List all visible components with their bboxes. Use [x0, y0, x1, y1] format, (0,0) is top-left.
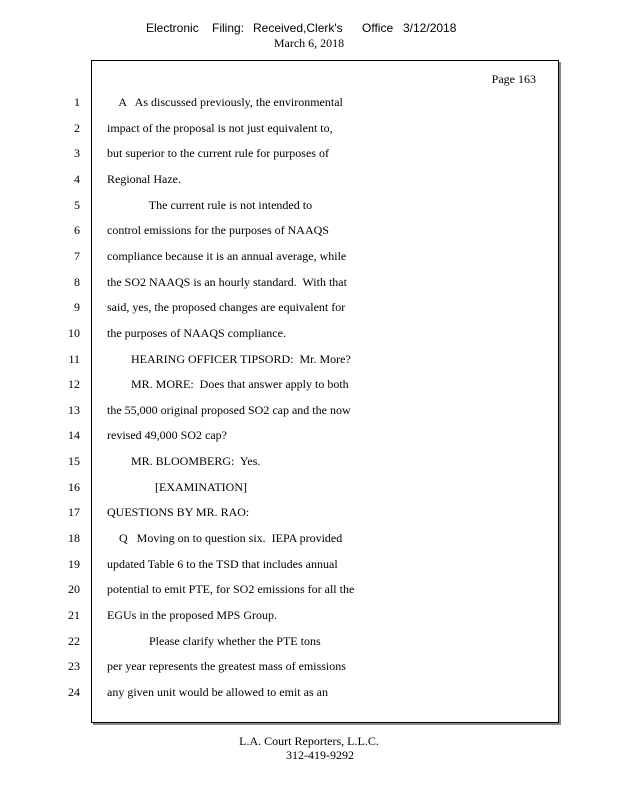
line-number: 4 — [74, 172, 80, 186]
line-text: Please clarify whether the PTE tons — [107, 634, 321, 648]
line-number: 22 — [68, 634, 80, 648]
line-number: 18 — [68, 531, 80, 545]
stamp-office: Office — [362, 21, 394, 35]
line-text: HEARING OFFICER TIPSORD: Mr. More? — [107, 352, 351, 366]
line-number: 16 — [68, 480, 80, 494]
line-number: 8 — [74, 275, 80, 289]
line-number: 23 — [68, 659, 80, 673]
line-text: per year represents the greatest mass of emissions — [107, 659, 346, 673]
stamp-received: Received,Clerk's — [253, 21, 343, 35]
footer-company: L.A. Court Reporters, L.L.C. — [239, 734, 379, 748]
line-text: QUESTIONS BY MR. RAO: — [107, 505, 250, 519]
stamp-electronic: Electronic — [146, 21, 199, 35]
line-number: 3 — [74, 146, 80, 160]
line-number: 17 — [68, 505, 80, 519]
stamp-filing: Filing: — [212, 21, 245, 35]
line-text: MR. BLOOMBERG: Yes. — [107, 454, 261, 468]
line-text: potential to emit PTE, for SO2 emissions for all the — [107, 582, 355, 596]
line-number: 19 — [68, 557, 80, 571]
line-number: 21 — [68, 608, 80, 622]
line-text: but superior to the current rule for purposes of — [107, 146, 329, 160]
line-number: 14 — [68, 428, 80, 442]
line-text: The current rule is not intended to — [107, 198, 313, 212]
line-number: 20 — [68, 582, 80, 596]
line-text: the purposes of NAAQS compliance. — [107, 326, 286, 340]
line-text: impact of the proposal is not just equivalent to, — [107, 121, 333, 135]
line-number: 1 — [74, 95, 80, 109]
line-text: updated Table 6 to the TSD that includes annual — [107, 557, 338, 571]
line-text: A As discussed previously, the environmental — [107, 95, 343, 109]
page-number: Page 163 — [491, 72, 536, 86]
line-text: the 55,000 original proposed SO2 cap and the now — [107, 403, 351, 417]
line-text: EGUs in the proposed MPS Group. — [107, 608, 277, 622]
line-number: 12 — [68, 377, 80, 391]
line-text: the SO2 NAAQS is an hourly standard. With that — [107, 275, 347, 289]
line-text: Q Moving on to question six. IEPA provided — [107, 531, 343, 545]
line-number: 2 — [74, 121, 80, 135]
line-number: 24 — [68, 685, 80, 699]
line-number: 5 — [74, 198, 80, 212]
stamp-date: 3/12/2018 — [403, 21, 457, 35]
footer-phone: 312-419-9292 — [286, 748, 354, 762]
line-number: 15 — [68, 454, 80, 468]
line-text: control emissions for the purposes of NAAQS — [107, 223, 329, 237]
line-text: [EXAMINATION] — [107, 480, 247, 494]
hearing-date: March 6, 2018 — [273, 36, 345, 50]
line-number: 11 — [68, 352, 80, 366]
line-text: Regional Haze. — [107, 172, 181, 186]
line-number: 10 — [68, 326, 80, 340]
line-number: 13 — [68, 403, 80, 417]
line-text: MR. MORE: Does that answer apply to both — [107, 377, 349, 391]
line-number: 9 — [74, 300, 80, 314]
line-text: compliance because it is an annual average, while — [107, 249, 347, 263]
line-number: 7 — [74, 249, 80, 263]
line-number: 6 — [74, 223, 80, 237]
line-text: any given unit would be allowed to emit as an — [107, 685, 328, 699]
line-text: revised 49,000 SO2 cap? — [107, 428, 227, 442]
line-text: said, yes, the proposed changes are equivalent for — [107, 300, 346, 314]
